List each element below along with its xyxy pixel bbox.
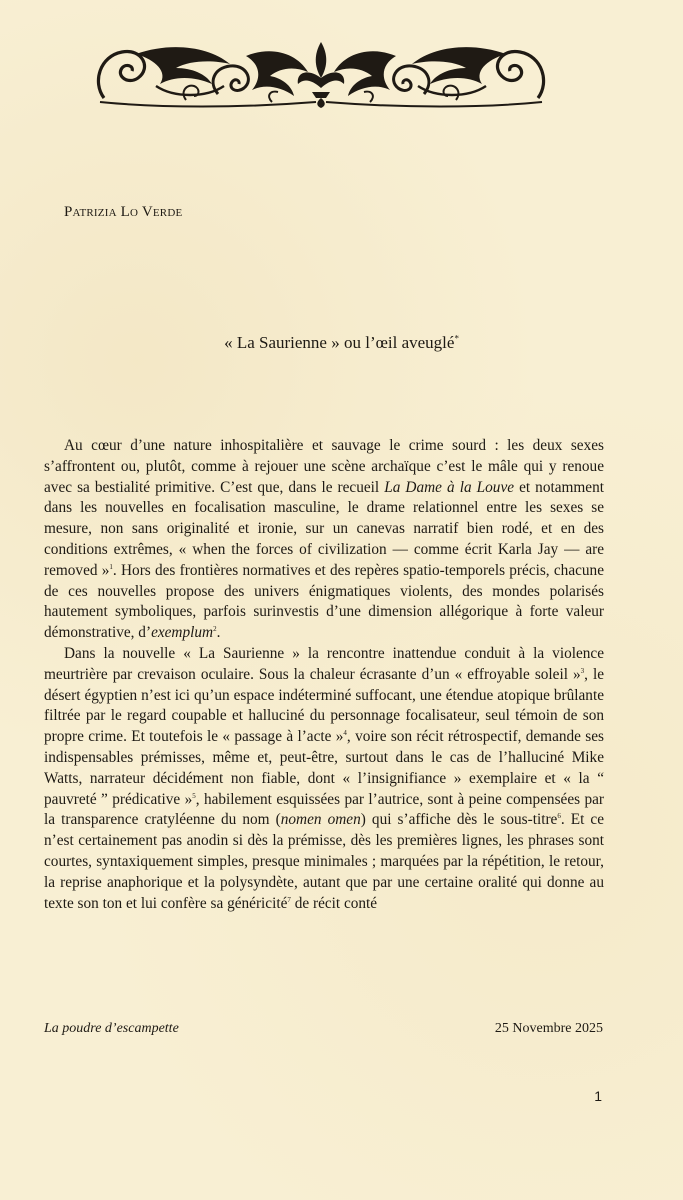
title-footnote-mark: * xyxy=(454,333,459,344)
article-title-text: « La Saurienne » ou l’œil aveuglé xyxy=(224,333,455,352)
italic-text: exemplum xyxy=(151,624,214,642)
scroll-ornament-icon xyxy=(90,38,552,110)
text-run: et notamment dans les nouvelles en focalisation masculine, le drame relationnel entre les sexes se mesure, non sans originalité et ironie, sur un canevas narratif bien rodé, et en des conditions extrêmes, « when the forces of civilization — comme écrit Karla Jay — are removed » xyxy=(44,478,604,579)
text-run: . xyxy=(216,624,221,642)
text-run: Au cœur d’une nature inhospitalière et sauvage le crime sourd : les deux sexes s’affrontent ou, plutôt, comme à rejouer une scène archaïque c’est le mâle qui y renoue avec sa bestialité primitive. C’est que, dans le recueil xyxy=(44,437,604,496)
italic-text: nomen omen xyxy=(280,811,361,829)
text-run: , voire son récit rétrospectif, demande ses indispensables prémisses, même et, peut-être, surtout dans le cas de l’halluciné Mike Watts, narrateur décidément non fiable, dont « l’insignifiance » exemplaire et « la “ pauvreté ” prédicative » xyxy=(44,728,604,808)
body-paragraph xyxy=(44,644,604,914)
text-run: . Et ce n’est certainement pas anodin si dès la prémisse, dès les premières lignes, les phrases sont courtes, syntaxiquement simples, presque minimales ; marquées par la répétition, le retour, la reprise anaphorique et la polysyndète, autant que par une certaine oralité qui donne au texte son ton et lui confère sa généricité xyxy=(44,811,604,912)
text-run: , habilement esquissées par l’autrice, sont à peine compensées par la transparence cratyléenne du nom ( xyxy=(44,790,604,829)
footnote-reference: 4 xyxy=(343,729,347,738)
page-number: 1 xyxy=(594,1088,602,1104)
author-name: Patrizia Lo Verde xyxy=(64,204,183,220)
text-run: , le désert égyptien n’est ici qu’un espace indéterminé suffocant, une étendue atopique brûlante filtrée par le regard coupable et halluciné du personnage focalisateur, seul témoin de son propre crime. Et toutefois le « passage à l’acte » xyxy=(44,665,604,746)
footnote-reference: 5 xyxy=(192,791,196,800)
footer-publication-name: La poudre d’escampette xyxy=(44,1021,179,1036)
footnote-reference: 6 xyxy=(557,812,561,821)
text-run: Dans la nouvelle « La Saurienne » la rencontre inattendue conduit à la violence meurtrière par crevaison oculaire. Sous la chaleur écrasante d’un « effroyable soleil » xyxy=(44,644,604,683)
footnote-reference: 3 xyxy=(580,666,585,675)
footer-date: 25 Novembre 2025 xyxy=(494,1021,603,1036)
footnote-reference: 1 xyxy=(109,562,113,571)
text-run: . Hors des frontières normatives et des repères spatio-temporels précis, chacune de ces nouvelles propose des univers énigmatiques violents, des mondes polarisés hautement symboliques, parfois surinvestis d’une dimension allégorique à forte valeur démonstrative, d’ xyxy=(44,561,604,642)
article-title xyxy=(0,333,683,353)
footnote-reference: 7 xyxy=(287,895,291,904)
article-body xyxy=(44,436,604,914)
body-paragraph xyxy=(44,436,604,644)
italic-text: La Dame à la Louve xyxy=(384,478,515,496)
footnote-reference: 2 xyxy=(213,625,217,634)
text-run: ) qui s’affiche dès le sous-titre xyxy=(360,811,558,829)
text-run: de récit conté xyxy=(290,894,378,912)
